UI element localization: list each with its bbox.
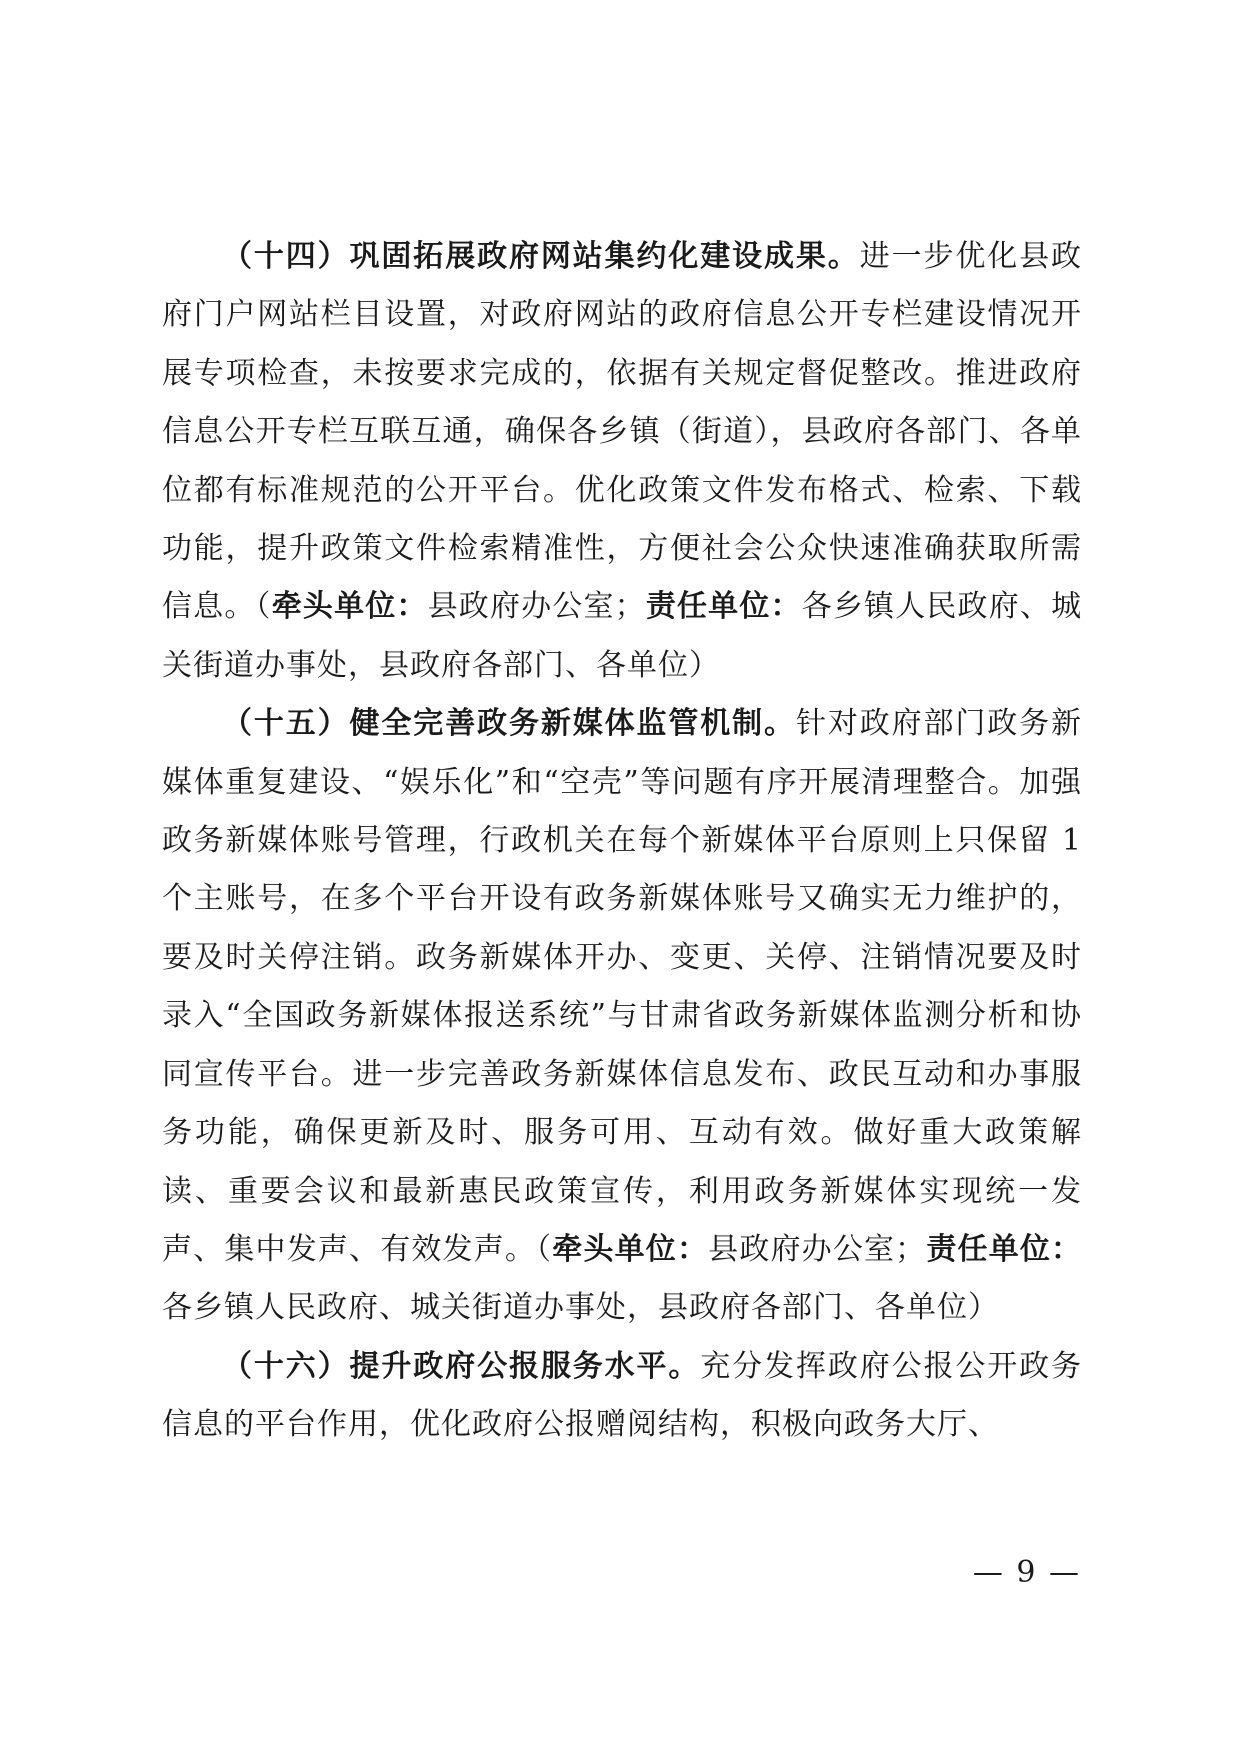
responsible-unit-label: 责任单位：: [645, 589, 802, 625]
lead-unit-value: 县政府办公室；: [708, 1231, 927, 1267]
paren-open: （: [536, 1231, 553, 1267]
section-heading: （十六）提升政府公报服务水平。: [222, 1348, 701, 1384]
page-number: — 9 —: [972, 1555, 1081, 1590]
section-heading: （十四）巩固拓展政府网站集约化建设成果。: [222, 239, 860, 274]
section-15: [162, 695, 1082, 1337]
lead-unit-label: 牵头单位：: [552, 1231, 709, 1267]
responsible-unit-value: 各乡镇人民政府、城关街道办事处，县政府各部门、各单位: [162, 589, 1083, 683]
section-16: [162, 1338, 1082, 1455]
section-text: 进一步优化县政府门户网站栏目设置，对政府网站的政府信息公开专栏建设情况开展专项检查，未按要求完成的，依据有关规定督促整改。推进政府信息公开专栏互联互通，确保各乡镇（街道），县政府各部门、各单位都有标准规范的公开平台。优化政策文件发布格式、检索、下载功能，提升政策文件检索精准性，方便社会公众快速准确获取所需信息。: [162, 239, 1083, 625]
paren-close: ）: [689, 647, 720, 683]
lead-unit-label: 牵头单位：: [271, 589, 428, 625]
responsible-unit-value: 各乡镇人民政府、城关街道办事处，县政府各部门、各单位: [162, 1290, 968, 1326]
responsible-unit-label: 责任单位：: [926, 1231, 1083, 1267]
section-text: 针对政府部门政务新媒体重复建设、“娱乐化”和“空壳”等问题有序开展清理整合。加强政务新媒体账号管理，行政机关在每个新媒体平台原则上只保留 1 个主账号，在多个平台开设有政务新媒体账号又确实无力维护的，要及时关停注销。政务新媒体开办、变更、关停、注销情况要及时录入“全国政务新媒体报送系统”与甘肃省政务新媒体监测分析和协同宣传平台。进一步完善政务新媒体信息发布、政民互动和办事服务功能，确保更新及时、服务可用、互动有效。做好重大政策解读、重要会议和最新惠民政策宣传，利用政务新媒体实现统一发声、集中发声、有效发声。: [162, 706, 1083, 1267]
section-heading: （十五）健全完善政务新媒体监管机制。: [222, 706, 796, 742]
document-body: [162, 228, 1082, 1455]
lead-unit-value: 县政府办公室；: [427, 589, 646, 625]
paren-close: ）: [968, 1290, 999, 1326]
paren-open: （: [255, 589, 272, 625]
section-text: 充分发挥政府公报公开政务信息的平台作用，优化政府公报赠阅结构，积极向政务大厅、: [162, 1348, 1083, 1443]
section-14: [162, 228, 1082, 695]
